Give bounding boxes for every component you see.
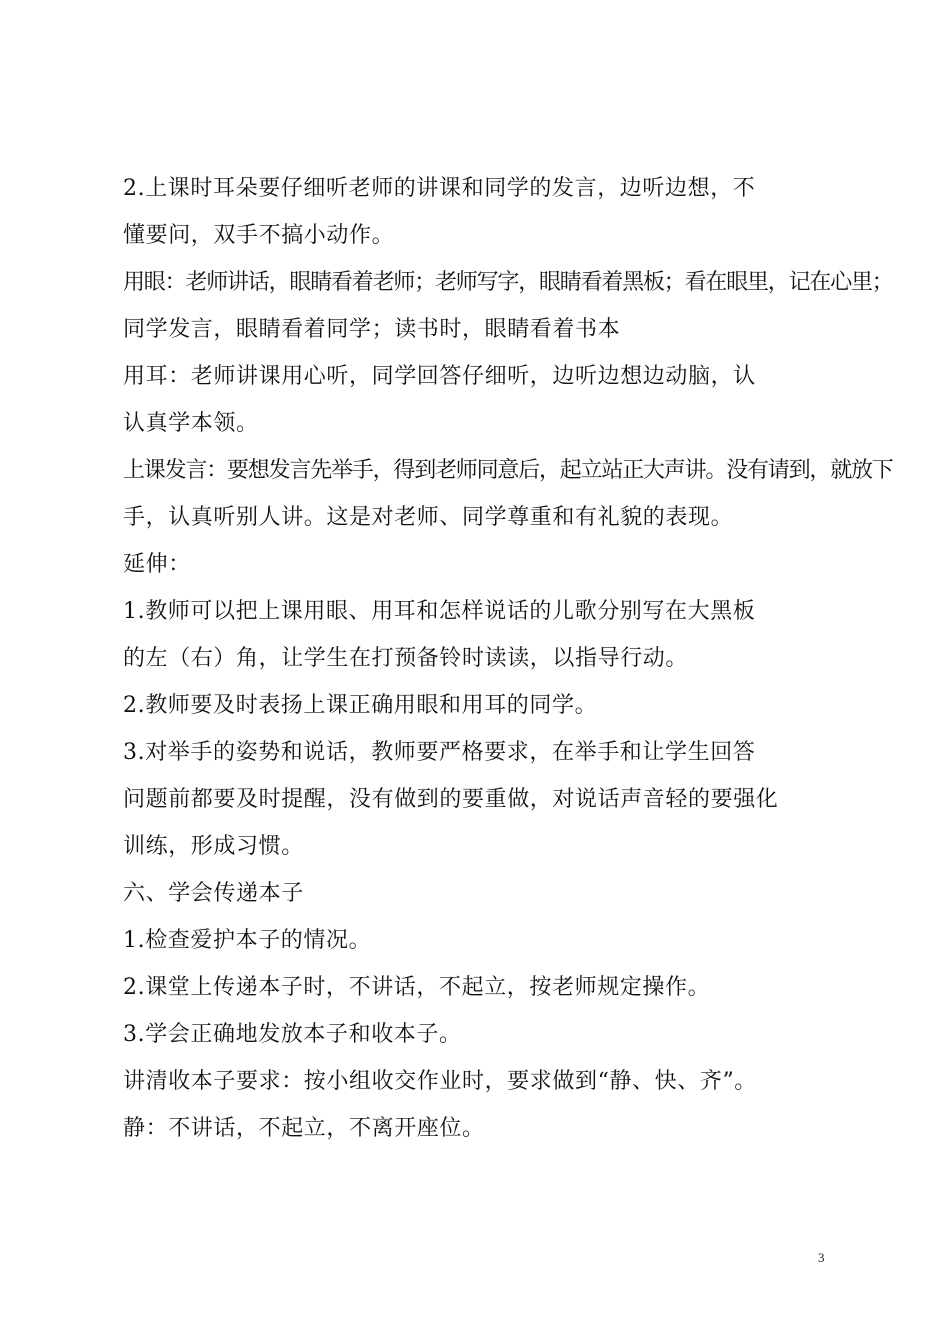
section-heading: 六、学会传递本子 bbox=[123, 881, 304, 906]
text-line: 静：不讲话，不起立，不离开座位。 bbox=[123, 1116, 485, 1141]
text-line: 认真学本领。 bbox=[123, 411, 259, 436]
page-number: 3 bbox=[818, 1250, 825, 1265]
text-line: 问题前都要及时提醒，没有做到的要重做，对说话声音轻的要强化 bbox=[123, 787, 779, 812]
text-line: 上课发言：要想发言先举手，得到老师同意后，起立站正大声讲。没有请到，就放下 bbox=[123, 458, 893, 483]
text-line: 用耳：老师讲课用心听，同学回答仔细听，边听边想边动脑，认 bbox=[123, 364, 756, 389]
text-line: 讲清收本子要求：按小组收交作业时，要求做到“静、快、齐”。 bbox=[123, 1069, 757, 1094]
text-line: 手，认真听别人讲。这是对老师、同学尊重和有礼貌的表现。 bbox=[123, 505, 734, 530]
text-line: 的左（右）角，让学生在打预备铃时读读，以指导行动。 bbox=[123, 646, 689, 671]
text-line: 2.教师要及时表扬上课正确用眼和用耳的同学。 bbox=[123, 693, 598, 718]
text-line: 3.对举手的姿势和说话，教师要严格要求，在举手和让学生回答 bbox=[123, 740, 756, 765]
text-line: 1.教师可以把上课用眼、用耳和怎样说话的儿歌分别写在大黑板 bbox=[123, 599, 756, 624]
text-line: 用眼：老师讲话，眼睛看着老师；老师写字，眼睛看着黑板；看在眼里，记在心里； bbox=[123, 270, 893, 295]
text-line: 1.检查爱护本子的情况。 bbox=[123, 928, 372, 953]
text-line: 同学发言，眼睛看着同学；读书时，眼睛看着书本 bbox=[123, 317, 621, 342]
section-label-extension: 延伸： bbox=[123, 552, 191, 577]
text-line: 2.课堂上传递本子时，不讲话，不起立，按老师规定操作。 bbox=[123, 975, 711, 1000]
text-line: 训练，形成习惯。 bbox=[123, 834, 304, 859]
text-line: 3.学会正确地发放本子和收本子。 bbox=[123, 1022, 462, 1047]
text-line: 2.上课时耳朵要仔细听老师的讲课和同学的发言，边听边想，不 bbox=[123, 176, 756, 201]
body-text bbox=[123, 165, 893, 1152]
text-line: 懂要问，双手不搞小动作。 bbox=[123, 223, 395, 248]
